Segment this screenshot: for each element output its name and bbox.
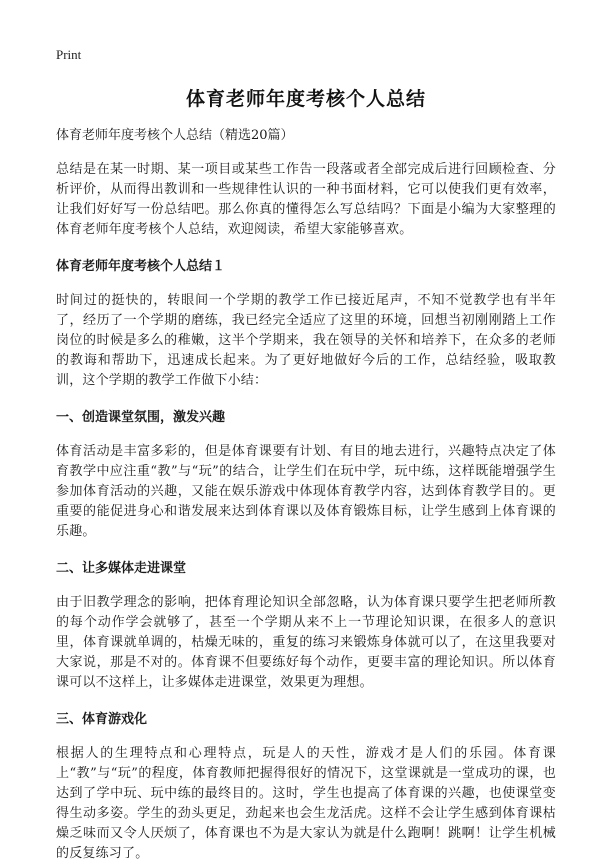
print-link[interactable]: Print	[56, 47, 82, 62]
section-heading-2: 二、让多媒体走进课堂	[56, 561, 187, 576]
page-title: 体育老师年度考核个人总结	[185, 88, 426, 110]
article-heading: 体育老师年度考核个人总结１	[56, 259, 226, 274]
intro-paragraph: 总结是在某一时期、某一项目或某些工作告一段落或者全部完成后进行回顾检查、分析评价，从而得出教训和一些规律性认识的一种书面材料，它可以使我们更有效率，让我们好好写一份总结吧。那么你真的懂得怎么写总结吗？下面是小编为大家整理的体育老师年度考核个人总结，欢迎阅读，希望大家能够喜欢。	[56, 162, 556, 237]
section-paragraph-1: 体育活动是丰富多彩的，但是体育课要有计划、有目的地去进行，兴趣特点决定了体育教学中应注重“教”与“玩”的结合，让学生们在玩中学，玩中练，这样既能增强学生参加体育活动的兴趣，又能在娱乐游戏中体现体育教学内容，达到体育教学目的。更重要的能促进身心和谐发展来达到体育课以及体育锻炼目标，让学生感到上体育课的乐趣。	[56, 444, 556, 539]
section-paragraph-3: 根据人的生理特点和心理特点，玩是人的天性，游戏才是人们的乐园。体育课上“教”与“玩”的程度，体育教师把握得很好的情况下，这堂课就是一堂成功的课，也达到了学中玩、玩中练的最终目的。这时，学生也提高了体育课的兴趣，也使课堂变得生动多姿。学生的劲头更足，劲起来也会生龙活虎。这样不会让学生感到体育课枯燥乏味而又令人厌烦了，体育课也不为是大家认为就是什么跑啊！跳啊！让学生机械的反复练习了。	[56, 746, 556, 861]
document-subtitle: 体育老师年度考核个人总结（精选20篇）	[56, 128, 294, 143]
section-heading-1: 一、创造课堂氛围，激发兴趣	[56, 410, 226, 425]
section-heading-3: 三、体育游戏化	[56, 712, 148, 727]
section-paragraph-2: 由于旧教学理念的影响，把体育理论知识全部忽略，认为体育课只要学生把老师所教的每个动作学会就够了，甚至一个学期从来不上一节理论知识课，在很多人的意识里，体育课就单调的，枯燥无味的，重复的练习来锻炼身体就可以了，在这里我要对大家说，那是不对的。体育课不但要练好每个动作，更要丰富的理论知识。所以体育课可以不这样上，让多媒体走进课堂，效果更为理想。	[56, 595, 556, 690]
article-intro-paragraph: 时间过的挺快的，转眼间一个学期的教学工作已接近尾声，不知不觉教学也有半年了，经历了一个学期的磨练，我已经完全适应了这里的环境，回想当初刚刚踏上工作岗位的时候是多么的稚嫩，这半个学期来，我在领导的关怀和培养下，在众多的老师的教诲和帮助下，迅速成长起来。为了更好地做好今后的工作，总结经验，吸取教训，这个学期的教学工作做下小结：	[56, 293, 556, 388]
